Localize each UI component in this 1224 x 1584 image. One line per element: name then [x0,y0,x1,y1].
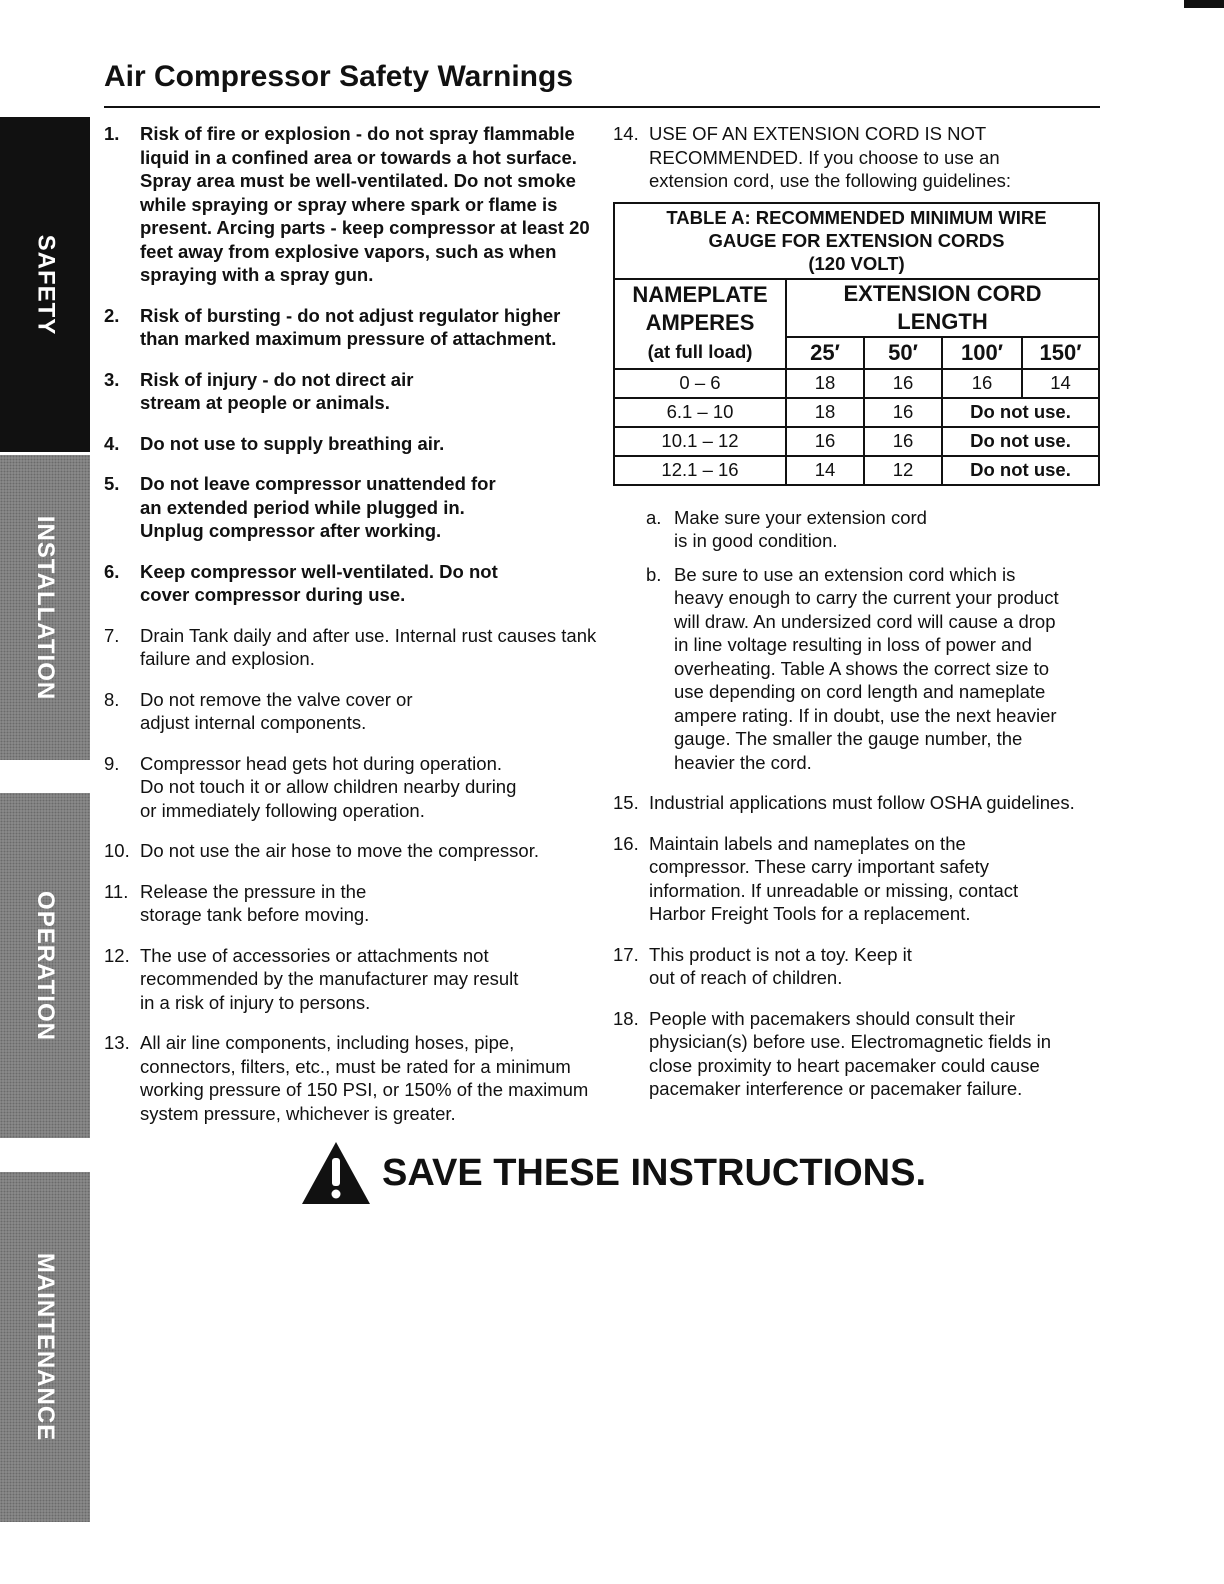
warning-item: 8. Do not remove the valve cover or adjust internal components. [104,688,413,733]
save-instructions-banner [300,1140,926,1206]
tab-operation[interactable]: OPERATION [0,793,90,1138]
warning-item: 18. People with pacemakers should consult their physician(s) before use. Electromagnetic fields in close proximity to heart pacemaker could cause pacemaker interference or pacemaker failure. [613,1007,1052,1099]
length-header: 100′ [942,337,1022,369]
warning-item: 2. Risk of bursting - do not adjust regulator higher than marked maximum pressure of attachment. [104,304,561,349]
corner-mark [1184,0,1224,8]
length-header: 25′ [786,337,864,369]
warning-item: 10. Do not use the air hose to move the compressor. [104,840,539,861]
warning-item: 14. USE OF AN EXTENSION CORD IS NOT RECOMMENDED. If you choose to use an extension cord, use the following guidelines: [613,123,1012,191]
tab-safety[interactable]: SAFETY [0,117,90,452]
sub-item: a. Make sure your extension cord is in good condition. [646,506,927,551]
left-column [104,122,600,1142]
warning-item: 17. This product is not a toy. Keep it out of reach of children. [613,943,912,988]
warning-item: 11. Release the pressure in the storage tank before moving. [104,880,370,925]
length-header: 150′ [1022,337,1099,369]
warning-item: 7. Drain Tank daily and after use. Internal rust causes tank failure and explosion. [104,624,597,669]
warning-item: 16. Maintain labels and nameplates on the compressor. These carry important safety information. If unreadable or missing, contact Harbor Freight Tools for a replacement. [613,832,1019,924]
warning-item: 5. Do not leave compressor unattended for an extended period while plugged in. Unplug compressor after working. [104,473,496,541]
save-instructions-text: SAVE THESE INSTRUCTIONS. [382,1151,927,1194]
tab-maintenance[interactable]: MAINTENANCE [0,1172,90,1522]
wire-gauge-table [613,202,1100,486]
length-header: 50′ [864,337,942,369]
right-column [613,122,1103,1118]
warning-item: 3. Risk of injury - do not direct air stream at people or animals. [104,368,414,413]
nameplate-header: NAMEPLATE AMPERES (at full load) [614,279,786,369]
sub-item: b. Be sure to use an extension cord which is heavy enough to carry the current your product will draw. An undersized cord will cause a drop in line voltage resulting in loss of power and overheating. Table A shows the correct size to use depending on cord length and nameplate ampere rating. If in doubt, use the next heavier gauge. The smaller the gauge number, the heavier the cord. [646,563,1059,773]
warning-item: 6. Keep compressor well-ventilated. Do not cover compressor during use. [104,560,498,605]
warning-item: 13. All air line components, including hoses, pipe, connectors, filters, etc., must be rated for a minimum working pressure of 150 PSI, or 150% of the maximum system pressure, whichever is greater. [104,1032,589,1124]
warning-triangle-icon [300,1140,372,1206]
table-row: 12.1 – 16 14 12 Do not use. [614,456,1099,485]
title-rule [104,106,1100,108]
page-title: Air Compressor Safety Warnings [104,60,573,93]
warning-item: 9. Compressor head gets hot during operation. Do not touch it or allow children nearby during or immediately following operation. [104,752,517,821]
warning-item: 4. Do not use to supply breathing air. [104,432,445,454]
warning-item: 12. The use of accessories or attachments not recommended by the manufacturer may result in a risk of injury to persons. [104,944,519,1013]
table-caption: TABLE A: RECOMMENDED MINIMUM WIRE GAUGE FOR EXTENSION CORDS (120 VOLT) [614,203,1099,279]
table-row: 10.1 – 12 16 16 Do not use. [614,427,1099,456]
extension-length-header: EXTENSION CORD LENGTH [786,279,1099,337]
table-row: 0 – 6 18 16 16 14 [614,369,1099,398]
table-row: 6.1 – 10 18 16 Do not use. [614,398,1099,427]
warning-item: 1. Risk of fire or explosion - do not spray flammable liquid in a confined area or towards a hot surface. Spray area must be well-ventilated. Do not smoke while spraying or spray where spark or flame is present. Arcing parts - keep compressor at least 20 feet away from explosive vapors, such as when spraying with a spray gun. [104,123,590,285]
warning-item: 15. Industrial applications must follow OSHA guidelines. [613,792,1075,813]
tab-installation[interactable]: INSTALLATION [0,455,90,760]
